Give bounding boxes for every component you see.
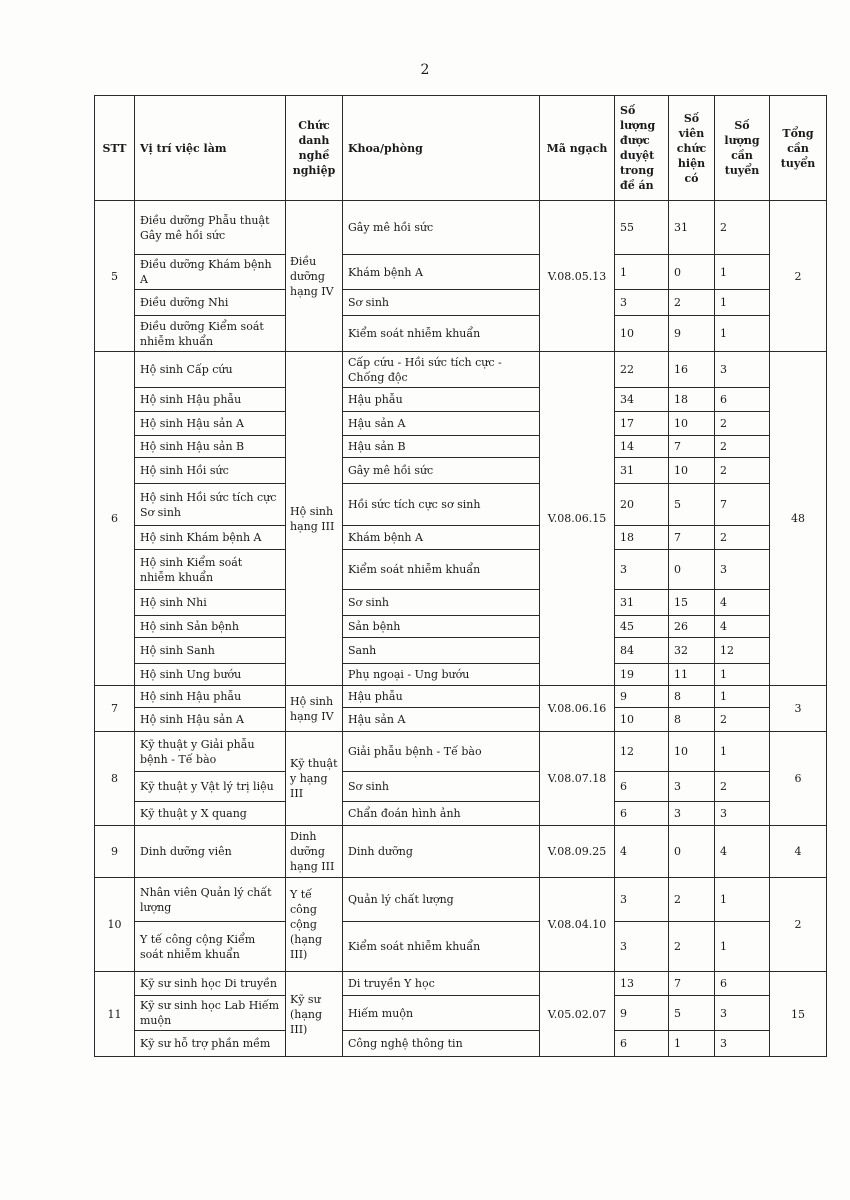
so-luong-duyet-cell: 34 xyxy=(615,388,669,412)
so-vien-chuc-cell: 7 xyxy=(669,436,715,458)
table-row xyxy=(95,316,827,352)
vi-tri-cell: Y tế công cộng Kiểm soát nhiễm khuẩn xyxy=(135,922,286,972)
so-vien-chuc-cell: 8 xyxy=(669,708,715,732)
so-vien-chuc-cell: 7 xyxy=(669,526,715,550)
so-vien-chuc-cell: 10 xyxy=(669,732,715,772)
stt-cell: 11 xyxy=(95,972,135,1057)
so-luong-duyet-cell: 19 xyxy=(615,664,669,686)
ma-ngach-cell: V.08.05.13 xyxy=(540,201,615,352)
vi-tri-cell: Kỹ thuật y X quang xyxy=(135,802,286,826)
table-row xyxy=(95,732,827,772)
table-row xyxy=(95,664,827,686)
so-luong-duyet-cell: 3 xyxy=(615,550,669,590)
so-luong-duyet-cell: 84 xyxy=(615,638,669,664)
tong-can-tuyen-cell: 2 xyxy=(770,878,827,972)
khoa-phong-cell: Kiểm soát nhiễm khuẩn xyxy=(343,550,540,590)
so-vien-chuc-cell: 2 xyxy=(669,290,715,316)
so-luong-duyet-cell: 3 xyxy=(615,878,669,922)
vi-tri-cell: Hộ sinh Cấp cứu xyxy=(135,352,286,388)
chuc-danh-cell: Hộ sinh hạng III xyxy=(286,352,343,686)
so-luong-duyet-cell: 6 xyxy=(615,1031,669,1057)
khoa-phong-cell: Sản bệnh xyxy=(343,616,540,638)
so-luong-can-tuyen-cell: 4 xyxy=(715,616,770,638)
so-luong-can-tuyen-cell: 2 xyxy=(715,708,770,732)
vi-tri-cell: Hộ sinh Hồi sức tích cực Sơ sinh xyxy=(135,484,286,526)
vi-tri-cell: Hộ sinh Nhi xyxy=(135,590,286,616)
header-so-vien-chuc: Số viên chức hiện có xyxy=(669,96,715,201)
chuc-danh-cell: Dinh dưỡng hạng III xyxy=(286,826,343,878)
vi-tri-cell: Kỹ thuật y Vật lý trị liệu xyxy=(135,772,286,802)
khoa-phong-cell: Phụ ngoại - Ung bướu xyxy=(343,664,540,686)
chuc-danh-cell: Điều dưỡng hạng IV xyxy=(286,201,343,352)
table-row xyxy=(95,638,827,664)
ma-ngach-cell: V.08.04.10 xyxy=(540,878,615,972)
ma-ngach-cell: V.05.02.07 xyxy=(540,972,615,1057)
so-vien-chuc-cell: 18 xyxy=(669,388,715,412)
khoa-phong-cell: Gây mê hồi sức xyxy=(343,201,540,255)
so-luong-can-tuyen-cell: 1 xyxy=(715,732,770,772)
khoa-phong-cell: Sơ sinh xyxy=(343,590,540,616)
table-row xyxy=(95,772,827,802)
so-vien-chuc-cell: 32 xyxy=(669,638,715,664)
chuc-danh-cell: Hộ sinh hạng IV xyxy=(286,686,343,732)
so-luong-duyet-cell: 12 xyxy=(615,732,669,772)
chuc-danh-cell: Kỹ thuật y hạng III xyxy=(286,732,343,826)
header-stt: STT xyxy=(95,96,135,201)
so-luong-can-tuyen-cell: 3 xyxy=(715,550,770,590)
so-luong-can-tuyen-cell: 3 xyxy=(715,1031,770,1057)
vi-tri-cell: Hộ sinh Hậu sản B xyxy=(135,436,286,458)
so-vien-chuc-cell: 9 xyxy=(669,316,715,352)
so-luong-duyet-cell: 22 xyxy=(615,352,669,388)
khoa-phong-cell: Hậu sản A xyxy=(343,412,540,436)
so-vien-chuc-cell: 1 xyxy=(669,1031,715,1057)
table-row xyxy=(95,388,827,412)
so-vien-chuc-cell: 3 xyxy=(669,802,715,826)
vi-tri-cell: Kỹ sư sinh học Lab Hiếm muộn xyxy=(135,996,286,1031)
ma-ngach-cell: V.08.09.25 xyxy=(540,826,615,878)
so-vien-chuc-cell: 0 xyxy=(669,550,715,590)
vi-tri-cell: Hộ sinh Ung bướu xyxy=(135,664,286,686)
vi-tri-cell: Hộ sinh Hậu sản A xyxy=(135,708,286,732)
table-row xyxy=(95,255,827,290)
so-luong-can-tuyen-cell: 4 xyxy=(715,590,770,616)
vi-tri-cell: Điều dưỡng Kiểm soát nhiễm khuẩn xyxy=(135,316,286,352)
stt-cell: 5 xyxy=(95,201,135,352)
khoa-phong-cell: Hồi sức tích cực sơ sinh xyxy=(343,484,540,526)
so-luong-duyet-cell: 17 xyxy=(615,412,669,436)
header-khoa-phong: Khoa/phòng xyxy=(343,96,540,201)
so-luong-can-tuyen-cell: 2 xyxy=(715,526,770,550)
table-row xyxy=(95,458,827,484)
stt-cell: 8 xyxy=(95,732,135,826)
header-so-luong-duyet: Số lượng được duyệt trong đề án xyxy=(615,96,669,201)
khoa-phong-cell: Sơ sinh xyxy=(343,290,540,316)
page-number: 2 xyxy=(420,62,430,78)
header-tong-can-tuyen: Tổng cần tuyển xyxy=(770,96,827,201)
vi-tri-cell: Nhân viên Quản lý chất lượng xyxy=(135,878,286,922)
so-vien-chuc-cell: 7 xyxy=(669,972,715,996)
so-luong-duyet-cell: 9 xyxy=(615,686,669,708)
khoa-phong-cell: Hiếm muộn xyxy=(343,996,540,1031)
vi-tri-cell: Hộ sinh Hồi sức xyxy=(135,458,286,484)
so-luong-can-tuyen-cell: 2 xyxy=(715,436,770,458)
chuc-danh-cell: Kỹ sư (hạng III) xyxy=(286,972,343,1057)
vi-tri-cell: Kỹ sư sinh học Di truyền xyxy=(135,972,286,996)
so-luong-duyet-cell: 9 xyxy=(615,996,669,1031)
table-row xyxy=(95,616,827,638)
so-luong-can-tuyen-cell: 2 xyxy=(715,772,770,802)
tong-can-tuyen-cell: 2 xyxy=(770,201,827,352)
so-luong-duyet-cell: 31 xyxy=(615,590,669,616)
table-row xyxy=(95,352,827,388)
table-row xyxy=(95,972,827,996)
header-chuc-danh: Chức danh nghề nghiệp xyxy=(286,96,343,201)
so-luong-duyet-cell: 14 xyxy=(615,436,669,458)
vi-tri-cell: Hộ sinh Hậu phẫu xyxy=(135,686,286,708)
so-luong-can-tuyen-cell: 4 xyxy=(715,826,770,878)
table-row xyxy=(95,412,827,436)
so-vien-chuc-cell: 5 xyxy=(669,484,715,526)
so-luong-duyet-cell: 10 xyxy=(615,316,669,352)
vi-tri-cell: Hộ sinh Kiểm soát nhiễm khuẩn xyxy=(135,550,286,590)
vi-tri-cell: Điều dưỡng Khám bệnh A xyxy=(135,255,286,290)
ma-ngach-cell: V.08.07.18 xyxy=(540,732,615,826)
khoa-phong-cell: Công nghệ thông tin xyxy=(343,1031,540,1057)
so-vien-chuc-cell: 5 xyxy=(669,996,715,1031)
so-vien-chuc-cell: 31 xyxy=(669,201,715,255)
tong-can-tuyen-cell: 3 xyxy=(770,686,827,732)
so-luong-duyet-cell: 45 xyxy=(615,616,669,638)
khoa-phong-cell: Kiểm soát nhiễm khuẩn xyxy=(343,922,540,972)
vi-tri-cell: Dinh dưỡng viên xyxy=(135,826,286,878)
stt-cell: 7 xyxy=(95,686,135,732)
so-luong-duyet-cell: 31 xyxy=(615,458,669,484)
table-row xyxy=(95,686,827,708)
vi-tri-cell: Hộ sinh Sản bệnh xyxy=(135,616,286,638)
so-vien-chuc-cell: 2 xyxy=(669,878,715,922)
so-luong-can-tuyen-cell: 12 xyxy=(715,638,770,664)
so-vien-chuc-cell: 8 xyxy=(669,686,715,708)
so-luong-can-tuyen-cell: 1 xyxy=(715,878,770,922)
so-luong-duyet-cell: 18 xyxy=(615,526,669,550)
table-row xyxy=(95,1031,827,1057)
table-row xyxy=(95,996,827,1031)
table-row xyxy=(95,802,827,826)
so-luong-can-tuyen-cell: 1 xyxy=(715,316,770,352)
tong-can-tuyen-cell: 48 xyxy=(770,352,827,686)
vi-tri-cell: Hộ sinh Hậu phẫu xyxy=(135,388,286,412)
stt-cell: 9 xyxy=(95,826,135,878)
stt-cell: 6 xyxy=(95,352,135,686)
so-luong-can-tuyen-cell: 1 xyxy=(715,686,770,708)
khoa-phong-cell: Khám bệnh A xyxy=(343,255,540,290)
so-luong-duyet-cell: 6 xyxy=(615,772,669,802)
header-vi-tri: Vị trí việc làm xyxy=(135,96,286,201)
vi-tri-cell: Điều dưỡng Nhi xyxy=(135,290,286,316)
so-luong-duyet-cell: 13 xyxy=(615,972,669,996)
khoa-phong-cell: Dinh dưỡng xyxy=(343,826,540,878)
table-row xyxy=(95,526,827,550)
so-luong-duyet-cell: 3 xyxy=(615,922,669,972)
so-luong-can-tuyen-cell: 2 xyxy=(715,201,770,255)
so-vien-chuc-cell: 11 xyxy=(669,664,715,686)
vi-tri-cell: Điều dưỡng Phẫu thuật Gây mê hồi sức xyxy=(135,201,286,255)
recruitment-table xyxy=(94,95,827,1057)
so-luong-can-tuyen-cell: 1 xyxy=(715,664,770,686)
table-header-row xyxy=(95,96,827,201)
khoa-phong-cell: Quản lý chất lượng xyxy=(343,878,540,922)
so-luong-duyet-cell: 1 xyxy=(615,255,669,290)
vi-tri-cell: Kỹ sư hỗ trợ phần mềm xyxy=(135,1031,286,1057)
chuc-danh-cell: Y tế công cộng (hạng III) xyxy=(286,878,343,972)
khoa-phong-cell: Chẩn đoán hình ảnh xyxy=(343,802,540,826)
khoa-phong-cell: Gây mê hồi sức xyxy=(343,458,540,484)
so-vien-chuc-cell: 3 xyxy=(669,772,715,802)
so-vien-chuc-cell: 0 xyxy=(669,826,715,878)
ma-ngach-cell: V.08.06.15 xyxy=(540,352,615,686)
khoa-phong-cell: Khám bệnh A xyxy=(343,526,540,550)
table-row xyxy=(95,878,827,922)
ma-ngach-cell: V.08.06.16 xyxy=(540,686,615,732)
so-vien-chuc-cell: 15 xyxy=(669,590,715,616)
table-row xyxy=(95,826,827,878)
so-luong-can-tuyen-cell: 2 xyxy=(715,458,770,484)
so-luong-duyet-cell: 55 xyxy=(615,201,669,255)
so-vien-chuc-cell: 10 xyxy=(669,412,715,436)
table-row xyxy=(95,436,827,458)
vi-tri-cell: Hộ sinh Sanh xyxy=(135,638,286,664)
table-row xyxy=(95,201,827,255)
vi-tri-cell: Kỹ thuật y Giải phẫu bệnh - Tế bào xyxy=(135,732,286,772)
so-luong-duyet-cell: 6 xyxy=(615,802,669,826)
khoa-phong-cell: Hậu sản A xyxy=(343,708,540,732)
tong-can-tuyen-cell: 15 xyxy=(770,972,827,1057)
table-row xyxy=(95,550,827,590)
tong-can-tuyen-cell: 4 xyxy=(770,826,827,878)
vi-tri-cell: Hộ sinh Hậu sản A xyxy=(135,412,286,436)
khoa-phong-cell: Hậu sản B xyxy=(343,436,540,458)
so-luong-can-tuyen-cell: 3 xyxy=(715,802,770,826)
so-vien-chuc-cell: 10 xyxy=(669,458,715,484)
khoa-phong-cell: Hậu phẫu xyxy=(343,686,540,708)
so-luong-can-tuyen-cell: 1 xyxy=(715,290,770,316)
table-row xyxy=(95,590,827,616)
so-luong-can-tuyen-cell: 2 xyxy=(715,412,770,436)
table-row xyxy=(95,484,827,526)
khoa-phong-cell: Kiểm soát nhiễm khuẩn xyxy=(343,316,540,352)
so-luong-can-tuyen-cell: 3 xyxy=(715,352,770,388)
khoa-phong-cell: Sanh xyxy=(343,638,540,664)
so-luong-can-tuyen-cell: 7 xyxy=(715,484,770,526)
khoa-phong-cell: Sơ sinh xyxy=(343,772,540,802)
so-luong-can-tuyen-cell: 1 xyxy=(715,922,770,972)
khoa-phong-cell: Cấp cứu - Hồi sức tích cực - Chống độc xyxy=(343,352,540,388)
so-vien-chuc-cell: 0 xyxy=(669,255,715,290)
header-so-luong-can-tuyen: Số lượng cần tuyển xyxy=(715,96,770,201)
so-vien-chuc-cell: 2 xyxy=(669,922,715,972)
khoa-phong-cell: Hậu phẫu xyxy=(343,388,540,412)
vi-tri-cell: Hộ sinh Khám bệnh A xyxy=(135,526,286,550)
so-luong-can-tuyen-cell: 6 xyxy=(715,388,770,412)
table-row xyxy=(95,922,827,972)
so-luong-can-tuyen-cell: 3 xyxy=(715,996,770,1031)
table-row xyxy=(95,290,827,316)
khoa-phong-cell: Di truyền Y học xyxy=(343,972,540,996)
so-luong-duyet-cell: 3 xyxy=(615,290,669,316)
tong-can-tuyen-cell: 6 xyxy=(770,732,827,826)
khoa-phong-cell: Giải phẫu bệnh - Tế bào xyxy=(343,732,540,772)
so-luong-duyet-cell: 10 xyxy=(615,708,669,732)
so-vien-chuc-cell: 16 xyxy=(669,352,715,388)
header-ma-ngach: Mã ngạch xyxy=(540,96,615,201)
so-luong-duyet-cell: 4 xyxy=(615,826,669,878)
so-vien-chuc-cell: 26 xyxy=(669,616,715,638)
so-luong-can-tuyen-cell: 1 xyxy=(715,255,770,290)
so-luong-duyet-cell: 20 xyxy=(615,484,669,526)
stt-cell: 10 xyxy=(95,878,135,972)
table-row xyxy=(95,708,827,732)
so-luong-can-tuyen-cell: 6 xyxy=(715,972,770,996)
